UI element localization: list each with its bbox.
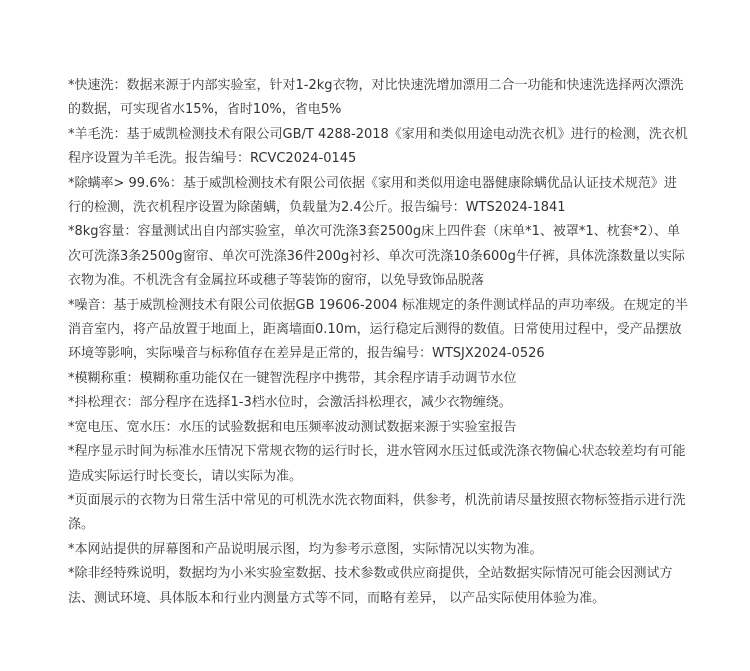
note-screen-images: *本网站提供的屏幕图和产品说明展示图，均为参考示意图，实际情况以实物为准。 [68,541,543,557]
note-data-source: *除非经特殊说明，数据均为小米实验室数据、技术参数或供应商提供，全站数据实际情况可能会因测试方法、测试环境、具体版本和行业内测量方式等不同，而略有差异， 以产品实际使用体验为准。 [68,566,673,606]
note-noise: *噪音：基于威凯检测技术有限公司依据GB 19606-2004 标准规定的条件测试样品的声功率级。在规定的半消音室内，将产品放置于地面上，距离墙面0.10m，运行稳定后测得的数值。日常使用过程中，受产品摆放环境等影响，实际噪音与标称值存在差异是正常的，报告编号：WTSJX2024-0526 [68,297,688,362]
note-mite-removal: *除螨率> 99.6%：基于威凯检测技术有限公司依据《家用和类似用途电器健康除螨优品认证技术规范》进行的检测，洗衣机程序设置为除菌螨，负载量为2.4公斤。报告编号：WTS2024-1841 [68,175,677,216]
note-fuzzy-weighing: *模糊称重：模糊称重功能仅在一键智洗程序中携带，其余程序请手动调节水位 [68,370,517,386]
note-8kg-capacity: *8kg容量：容量测试出自内部实验室，单次可洗涤3套2500g床上四件套（床单*1、被罩*1、枕套*2）、单次可洗涤3条2500g窗帘、单次可洗涤36件200g衬衫、单次可洗涤10条600g牛仔裤，具体洗涤数量以实际衣物为准。不机洗含有金属拉环或穗子等装饰的窗帘，以免导致饰品脱落 [68,224,685,289]
note-quick-wash: *快速洗：数据来源于内部实验室，针对1-2kg衣物，对比快速洗增加漂用二合一功能和快速洗选择两次漂洗的数据，可实现省水15%，省时10%，省电5% [68,78,684,118]
note-wide-voltage-pressure: *宽电压、宽水压：水压的试验数据和电压频率波动测试数据来源于实验室报告 [68,419,517,435]
disclaimer-notes [68,74,688,611]
note-program-time: *程序显示时间为标准水压情况下常规衣物的运行时长，进水管网水压过低或洗涤衣物偏心状态较差均有可能造成实际运行时长变长，请以实际为准。 [68,444,686,484]
note-shake-loosen: *抖松理衣：部分程序在选择1-3档水位时，会激活抖松理衣，减少衣物缠绕。 [68,395,512,411]
note-clothing-display: *页面展示的衣物为日常生活中常见的可机洗水洗衣物面料，供参考，机洗前请尽量按照衣物标签指示进行洗涤。 [68,492,686,533]
note-wool-wash: *羊毛洗：基于威凯检测技术有限公司GB/T 4288-2018《家用和类似用途电动洗衣机》进行的检测，洗衣机程序设置为羊毛洗。报告编号：RCVC2024-0145 [68,126,688,167]
